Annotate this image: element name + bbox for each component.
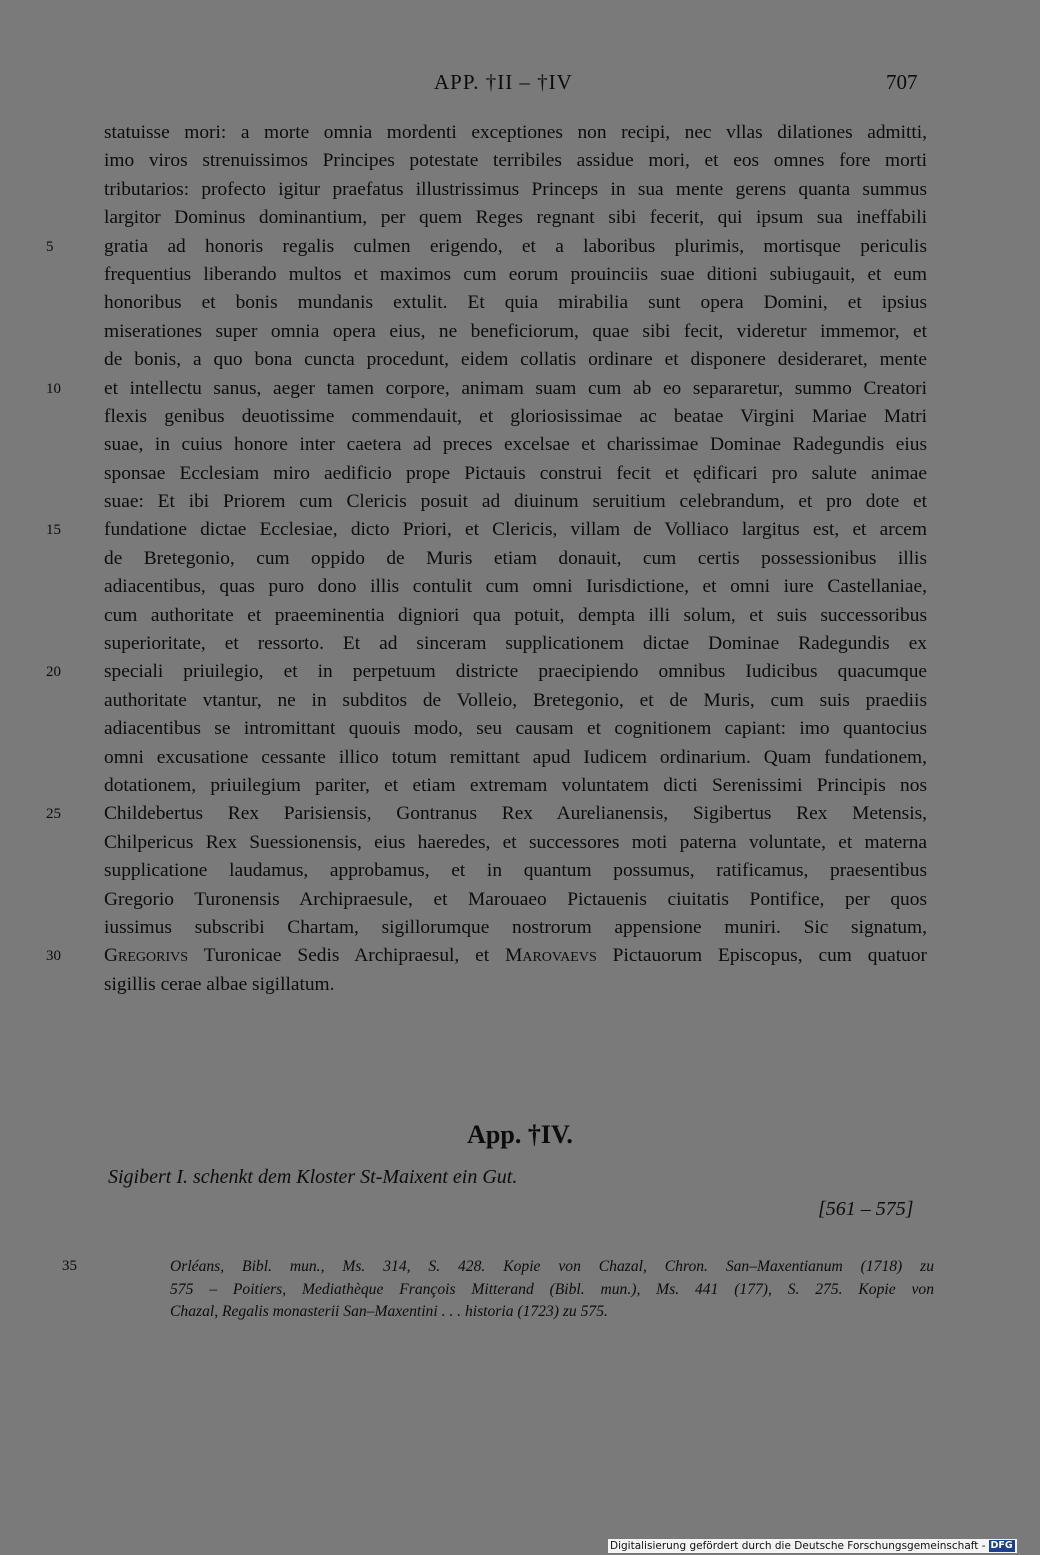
text-line-content: speciali priuilegio, et in perpetuum districte praecipiendo omnibus Iudicibus quacumque [104, 661, 927, 683]
text-line-content: Pictauorum Episcopus, cum quatuor [596, 945, 927, 967]
manuscript-sources [170, 1256, 934, 1324]
text-line: superioritate, et ressorto. Et ad sinceram supplicationem dictae Dominae Radegundis ex [104, 633, 927, 655]
text-line: largitor Dominus dominantium, per quem Reges regnant sibi fecerit, qui ipsum sua ineffabili [104, 207, 927, 229]
text-line: adiacentibus, quas puro dono illis contulit cum omni Iurisdictione, et omni iure Castellaniae, [104, 576, 927, 598]
dfg-logo: DFG [990, 1540, 1013, 1551]
text-line: Gregorio Turonensis Archipraesule, et Marouaeo Pictauenis ciuitatis Pontifice, per quos [104, 888, 927, 910]
text-line [46, 658, 927, 686]
text-line: imo viros strenuissimos Principes potestate terribiles assidue mori, et eos omnes fore morti [104, 150, 927, 172]
line-number: 35 [62, 1258, 77, 1274]
signatory-name: Marovaevs [505, 945, 597, 967]
line-number: 10 [46, 380, 61, 397]
text-line-content: et intellectu sanus, aeger tamen corpore, animam suam cum ab eo separaretur, summo Creatori [104, 377, 927, 399]
text-line: statuisse mori: a morte omnia mordenti exceptiones non recipi, nec vllas dilationes admitti, [104, 122, 927, 143]
text-line [46, 942, 927, 970]
text-line-content: fundatione dictae Ecclesiae, dicto Priori, et Clericis, villam de Volliaco largitus est, et arcem [104, 519, 927, 541]
section-heading: App. †IV. [467, 1120, 573, 1149]
document-date: [561 – 575] [818, 1198, 914, 1220]
text-line-content: gratia ad honoris regalis culmen erigendo, et a laboribus plurimis, mortisque periculis [104, 235, 927, 257]
charter-text [46, 119, 927, 999]
document-summary: Sigibert I. schenkt dem Kloster St-Maixent ein Gut. [108, 1166, 518, 1188]
text-line: frequentius liberando multos et maximos cum eorum prouinciis suae ditioni subiugauit, et eum [104, 263, 927, 285]
text-line: suae: Et ibi Priorem cum Clericis posuit ad diuinum seruitium celebrandum, et pro dote et [104, 491, 927, 513]
source-line: Orléans, Bibl. mun., Ms. 314, S. 428. Kopie von Chazal, Chron. San–Maxentianum (1718) zu [170, 1258, 934, 1275]
running-head-title: APP. †II – †IV [434, 70, 573, 94]
text-line [46, 375, 927, 403]
text-line-content: Childebertus Rex Parisiensis, Gontranus Rex Aurelianensis, Sigibertus Rex Metensis, [104, 803, 927, 825]
text-line: authoritate vtantur, ne in subditos de Volleio, Bretegonio, et de Muris, cum suis praediis [104, 689, 927, 711]
credit-text: Digitalisierung gefördert durch die Deutsche Forschungsgemeinschaft - [610, 1540, 986, 1552]
line-number: 30 [46, 948, 61, 965]
text-line [46, 516, 927, 544]
text-line: honoribus et bonis mundanis extulit. Et quia mirabilia sunt opera Domini, et ipsius [104, 292, 927, 314]
source-line: 575 – Poitiers, Mediathèque François Mitterand (Bibl. mun.), Ms. 441 (177), S. 275. Kopie von [170, 1280, 934, 1298]
text-line-content: Turonicae Sedis Archipraesul, et [188, 945, 506, 967]
text-line: tributarios: profecto igitur praefatus illustrissimus Princeps in sua mente gerens quanta summus [104, 178, 927, 200]
text-line: sponsae Ecclesiam miro aedificio prope Pictauis construi fecit et ędificari pro salute animae [104, 462, 927, 484]
running-head [0, 70, 1000, 98]
line-number: 15 [46, 522, 61, 539]
text-line: cum authoritate et praeeminentia digniori qua potuit, dempta illi solum, et suis successoribus [104, 604, 927, 626]
text-line: miserationes super omnia opera eius, ne beneficiorum, quae sibi fecit, videretur immemor, et [104, 320, 927, 342]
text-line: adiacentibus se intromittant quouis modo, seu causam et cognitionem capiant: imo quantocius [104, 718, 927, 740]
text-line: flexis genibus deuotissime commendauit, et gloriosissimae ac beatae Virgini Mariae Matri [104, 405, 927, 427]
text-line: suae, in cuius honore inter caetera ad preces excelsae et charissimae Dominae Radegundis eius [104, 434, 927, 456]
text-line [46, 800, 927, 828]
text-line: sigillis cerae albae sigillatum. [104, 973, 335, 995]
text-line: omni excusatione cessante illico totum remittant apud Iudicem ordinarium. Quam fundationem, [104, 746, 927, 768]
text-line: iussimus subscribi Chartam, sigillorumque nostrorum appensione muniri. Sic signatum, [104, 916, 927, 938]
text-line: dotationem, priuilegium pariter, et etiam extremam voluntatem dicti Serenissimi Principis nos [104, 774, 927, 796]
text-line: de Bretegonio, cum oppido de Muris etiam donauit, cum certis possessionibus illis [104, 547, 927, 569]
text-line [46, 233, 927, 261]
source-line: Chazal, Regalis monasterii San–Maxentini . . . historia (1723) zu 575. [170, 1303, 608, 1321]
signatory-name: Gregorivs [104, 945, 189, 967]
text-line: Chilpericus Rex Suessionensis, eius haeredes, et successores moti paterna voluntate, et materna [104, 831, 927, 853]
line-number: 5 [46, 238, 54, 255]
text-line: supplicatione laudamus, approbamus, et in quantum possumus, ratificamus, praesentibus [104, 860, 927, 882]
line-number: 25 [46, 806, 61, 823]
text-line: de bonis, a quo bona cuncta procedunt, eidem collatis ordinare et disponere desideraret, mente [104, 349, 927, 371]
page-number: 707 [886, 70, 918, 94]
line-number: 20 [46, 664, 61, 681]
digitization-credit [608, 1539, 1017, 1553]
